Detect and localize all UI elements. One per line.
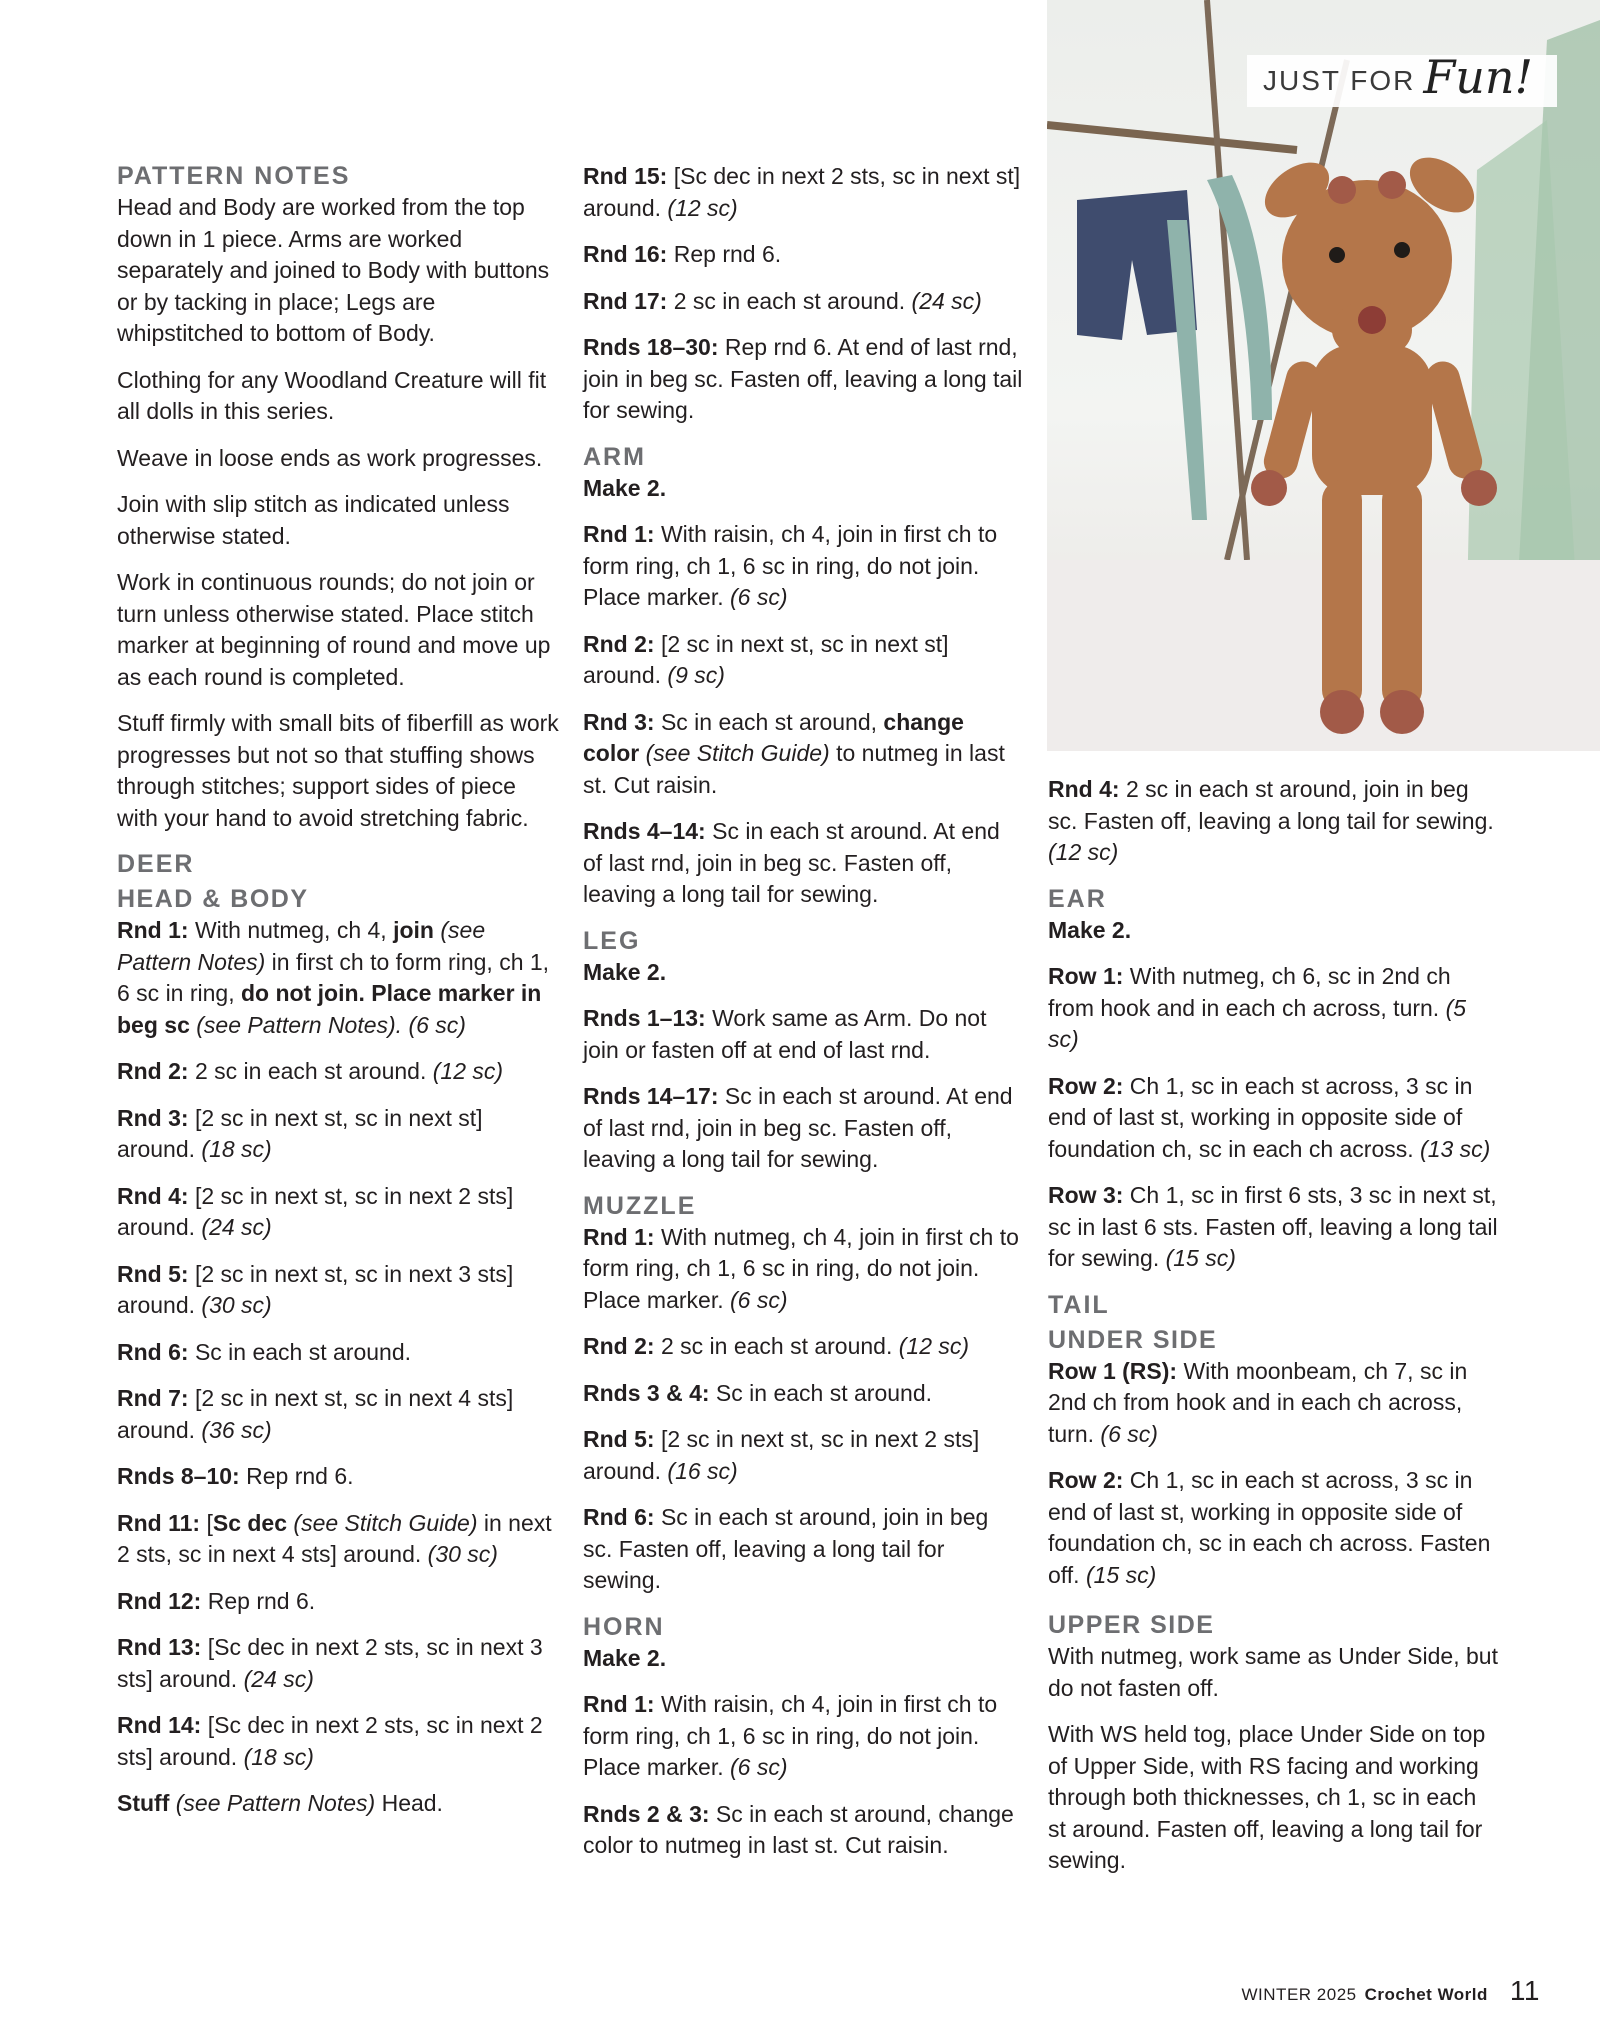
- pattern-note: Clothing for any Woodland Creature will fit all dolls in this series.: [117, 366, 547, 424]
- instruction-rnd-6: Rnd 6: Sc in each st around.: [117, 1338, 412, 1365]
- pattern-note: Head and Body are worked from the top down in 1 piece. Arms are worked separately and joined to Body with buttons or by tacking in place; Legs are whipstitched to bottom of Body.: [117, 194, 550, 346]
- instruction-leg-rnds-14-17: Rnds 14–17: Sc in each st around. At end of last rnd, join in beg sc. Fasten off, leaving a long tail for sewing.: [583, 1083, 1013, 1172]
- instruction-rnd-11: Rnd 11: [Sc dec (see Stitch Guide) in next 2 sts, sc in next 4 sts] around. (30 sc): [117, 1509, 552, 1567]
- instruction-horn-rnd-4: Rnd 4: 2 sc in each st around, join in beg sc. Fasten off, leaving a long tail for sewing. (12 sc): [1048, 776, 1494, 865]
- instruction-rnd-2: Rnd 2: 2 sc in each st around. (12 sc): [117, 1058, 504, 1084]
- instruction-rnd-13: Rnd 13: [Sc dec in next 2 sts, sc in next 3 sts] around. (24 sc): [117, 1634, 543, 1692]
- pattern-note: Join with slip stitch as indicated unless otherwise stated.: [117, 491, 510, 549]
- make-count: Make 2.: [583, 1644, 667, 1671]
- subheading-upper-side: UPPER SIDE: [1048, 1611, 1215, 1639]
- pattern-note: Stuff firmly with small bits of fiberfill as work progresses but not so that stuffing shows through stitches; support sides of piece with your hand to avoid stretching fabric.: [117, 710, 559, 831]
- subheading-head-body: HEAD & BODY: [117, 885, 309, 913]
- instruction-muzzle-rnds-3-4: Rnds 3 & 4: Sc in each st around.: [583, 1379, 932, 1406]
- section-heading-muzzle: MUZZLE: [583, 1191, 697, 1220]
- section-heading-arm: ARM: [583, 442, 646, 471]
- instruction-ear-row-1: Row 1: With nutmeg, ch 6, sc in 2nd ch from hook and in each ch across, turn. (5 sc): [1048, 963, 1467, 1052]
- column-1: [117, 161, 559, 1835]
- issue-season: WINTER 2025: [1241, 1985, 1357, 2004]
- page-number: 11: [1509, 1975, 1540, 2006]
- instruction-arm-rnd-3: Rnd 3: Sc in each st around, change color (see Stitch Guide) to nutmeg in last st. Cut raisin.: [583, 708, 1005, 798]
- instruction-arm-rnds-4-14: Rnds 4–14: Sc in each st around. At end of last rnd, join in beg sc. Fasten off, leaving a long tail for sewing.: [583, 818, 1000, 907]
- make-count: Make 2.: [583, 474, 667, 501]
- just-for-fun-badge: [1247, 50, 1557, 107]
- instruction-rnd-7: Rnd 7: [2 sc in next st, sc in next 4 sts] around. (36 sc): [117, 1385, 514, 1443]
- section-heading-leg: LEG: [583, 926, 641, 955]
- instruction-rnd-12: Rnd 12: Rep rnd 6.: [117, 1587, 316, 1614]
- magazine-name: Crochet World: [1364, 1985, 1488, 2004]
- instruction-rnd-14: Rnd 14: [Sc dec in next 2 sts, sc in next 2 sts] around. (18 sc): [117, 1712, 543, 1770]
- make-count: Make 2.: [1048, 916, 1132, 943]
- make-count: Make 2.: [583, 958, 667, 985]
- column-3: [1048, 774, 1498, 1892]
- section-heading-ear: EAR: [1048, 884, 1107, 913]
- instruction-rnds-8-10: Rnds 8–10: Rep rnd 6.: [117, 1463, 354, 1489]
- instruction-arm-rnd-2: Rnd 2: [2 sc in next st, sc in next st] around. (9 sc): [583, 630, 949, 688]
- instruction-rnd-1: Rnd 1: With nutmeg, ch 4, join (see Pattern Notes) in first ch to form ring, ch 1, 6 sc in ring, do not join. Place marker in beg sc (see Pattern Notes). (6 sc): [117, 917, 550, 1038]
- instruction-rnd-17: Rnd 17: 2 sc in each st around. (24 sc): [583, 287, 982, 314]
- pattern-note: Work in continuous rounds; do not join or turn unless otherwise stated. Place stitch marker at beginning of round and move up as each round is completed.: [117, 569, 551, 690]
- instruction-horn-rnd-1: Rnd 1: With raisin, ch 4, join in first ch to form ring, ch 1, 6 sc in ring, do not join. Place marker. (6 sc): [583, 1691, 998, 1780]
- instruction-muzzle-rnd-2: Rnd 2: 2 sc in each st around. (12 sc): [583, 1333, 970, 1359]
- instruction-tail-row-1: Row 1 (RS): With moonbeam, ch 7, sc in 2nd ch from hook and in each ch across, turn. (6 sc): [1048, 1357, 1468, 1447]
- badge-label: JUST FOR: [1263, 65, 1416, 96]
- instruction-upper-side: With nutmeg, work same as Under Side, but do not fasten off.: [1048, 1643, 1498, 1701]
- instruction-muzzle-rnd-6: Rnd 6: Sc in each st around, join in beg sc. Fasten off, leaving a long tail for sewing.: [583, 1504, 989, 1593]
- badge-script: Fun!: [1423, 50, 1534, 104]
- instruction-rnd-4: Rnd 4: [2 sc in next st, sc in next 2 sts] around. (24 sc): [117, 1182, 514, 1240]
- section-heading-pattern-notes: PATTERN NOTES: [117, 162, 351, 190]
- instruction-rnd-3: Rnd 3: [2 sc in next st, sc in next st] around. (18 sc): [117, 1104, 483, 1162]
- instruction-rnds-18-30: Rnds 18–30: Rep rnd 6. At end of last rnd, join in beg sc. Fasten off, leaving a long tail for sewing.: [583, 334, 1023, 423]
- instruction-rnd-15: Rnd 15: [Sc dec in next 2 sts, sc in next st] around. (12 sc): [583, 163, 1021, 221]
- instruction-rnd-5: Rnd 5: [2 sc in next st, sc in next 3 sts] around. (30 sc): [117, 1260, 514, 1318]
- section-heading-horn: HORN: [583, 1612, 665, 1641]
- instruction-muzzle-rnd-1: Rnd 1: With nutmeg, ch 4, join in first ch to form ring, ch 1, 6 sc in ring, do not join. Place marker. (6 sc): [583, 1223, 1019, 1313]
- instruction-leg-rnds-1-13: Rnds 1–13: Work same as Arm. Do not join or fasten off at end of last rnd.: [583, 1005, 987, 1063]
- instruction-ear-row-3: Row 3: Ch 1, sc in first 6 sts, 3 sc in next st, sc in last 6 sts. Fasten off, leaving a long tail for sewing. (15 sc): [1048, 1182, 1498, 1271]
- instruction-ear-row-2: Row 2: Ch 1, sc in each st across, 3 sc in end of last st, working in opposite side of foundation ch, sc in each ch across. (13 sc): [1048, 1072, 1491, 1162]
- page-footer: [1242, 1975, 1540, 2007]
- section-heading-deer: DEER: [117, 850, 195, 878]
- instruction-assembly: With WS held tog, place Under Side on top of Upper Side, with RS facing and working through both thicknesses, ch 1, sc in each st around. Fasten off, leaving a long tail for sewing.: [1048, 1721, 1486, 1873]
- photo-illustration: [1047, 0, 1600, 751]
- instruction-arm-rnd-1: Rnd 1: With raisin, ch 4, join in first ch to form ring, ch 1, 6 sc in ring, do not join. Place marker. (6 sc): [583, 521, 998, 610]
- instruction-tail-row-2: Row 2: Ch 1, sc in each st across, 3 sc in end of last st, working in opposite side of foundation ch, sc in each ch across. Fasten off. (15 sc): [1048, 1467, 1491, 1588]
- instruction-muzzle-rnd-5: Rnd 5: [2 sc in next st, sc in next 2 sts] around. (16 sc): [583, 1426, 980, 1484]
- column-2: [583, 161, 1023, 1877]
- section-heading-tail: TAIL: [1048, 1290, 1110, 1319]
- instruction-stuff: Stuff (see Pattern Notes) Head.: [117, 1790, 443, 1816]
- instruction-horn-rnds-2-3: Rnds 2 & 3: Sc in each st around, change color to nutmeg in last st. Cut raisin.: [583, 1800, 1014, 1858]
- pattern-note: Weave in loose ends as work progresses.: [117, 444, 543, 471]
- instruction-rnd-16: Rnd 16: Rep rnd 6.: [583, 241, 782, 267]
- crochet-deer-doll-photo: [1047, 0, 1600, 751]
- subheading-under-side: UNDER SIDE: [1048, 1325, 1218, 1354]
